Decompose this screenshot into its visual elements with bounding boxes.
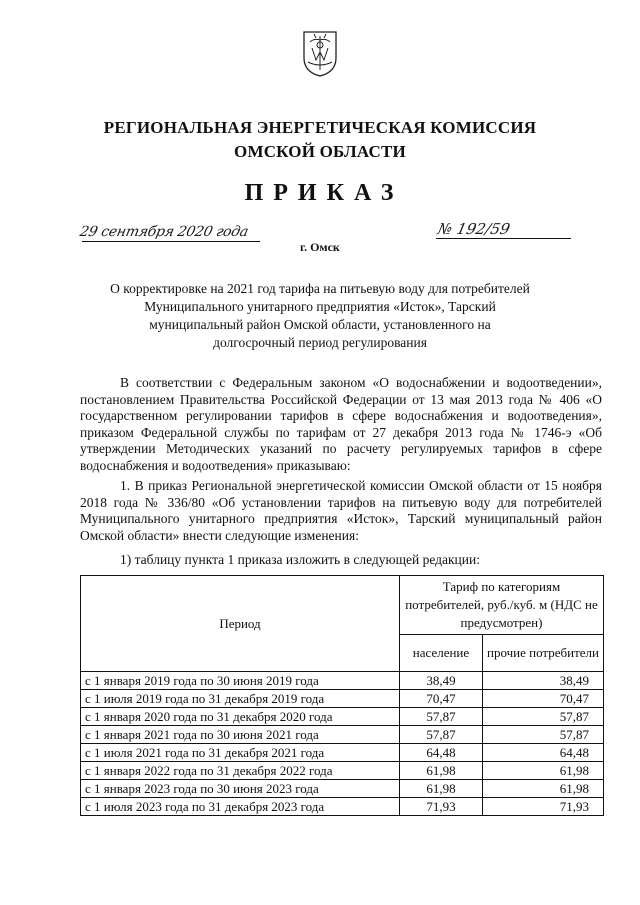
- subject-line: О корректировке на 2021 год тарифа на питьевую воду для потребителей: [110, 281, 530, 296]
- row-period: с 1 января 2023 года по 30 июня 2023 года: [81, 780, 400, 798]
- row-other-value: 61,98: [482, 780, 603, 798]
- row-other-value: 57,87: [482, 708, 603, 726]
- row-period: с 1 июля 2019 года по 31 декабря 2019 года: [81, 690, 400, 708]
- tariff-table: [80, 575, 604, 816]
- row-population-value: 57,87: [400, 726, 483, 744]
- table-row: [81, 726, 604, 744]
- row-period: с 1 июля 2023 года по 31 декабря 2023 года: [81, 798, 400, 816]
- header-tariff: Тариф по категориям потребителей, руб./куб. м (НДС не предусмотрен): [400, 576, 604, 635]
- table-row: [81, 672, 604, 690]
- subject-line: Муниципального унитарного предприятия «Исток», Тарский: [144, 299, 496, 314]
- header-other-consumers: прочие потребители: [482, 635, 603, 672]
- row-population-value: 57,87: [400, 708, 483, 726]
- subject-line: муниципальный район Омской области, установленного на: [149, 317, 491, 332]
- document-type-title: ПРИКАЗ: [244, 180, 404, 206]
- row-population-value: 71,93: [400, 798, 483, 816]
- table-row: [81, 780, 604, 798]
- preamble-paragraph: В соответствии с Федеральным законом «О водоснабжении и водоотведении», постановлением Правительства Российской Федерации от 13 мая 2013 года № 406 «О государственном регулировании тарифов в сфере водоснабжения и водоотведения», приказом Федеральной службы по тарифам от 27 декабря 2013 года № 1746-э «Об утверждении Методических указаний по расчету регулируемых тарифов в сфере водоснабжения и водоотведения» приказываю:: [80, 375, 602, 473]
- row-population-value: 61,98: [400, 762, 483, 780]
- city-label: г. Омск: [300, 240, 340, 254]
- clause-1-1-paragraph: 1) таблицу пункта 1 приказа изложить в следующей редакции:: [120, 552, 480, 567]
- row-period: с 1 января 2021 года по 30 июня 2021 года: [81, 726, 400, 744]
- table-row: [81, 798, 604, 816]
- number-underline: [436, 238, 571, 239]
- row-period: с 1 января 2020 года по 31 декабря 2020 года: [81, 708, 400, 726]
- header-period: Период: [81, 576, 400, 672]
- organization-name-line1: РЕГИОНАЛЬНАЯ ЭНЕРГЕТИЧЕСКАЯ КОМИССИЯ: [103, 118, 537, 137]
- organization-name-line2: ОМСКОЙ ОБЛАСТИ: [234, 142, 406, 161]
- table-row: [81, 744, 604, 762]
- document-subject: [100, 280, 540, 352]
- row-period: с 1 января 2022 года по 31 декабря 2022 года: [81, 762, 400, 780]
- row-period: с 1 января 2019 года по 30 июня 2019 года: [81, 672, 400, 690]
- row-population-value: 61,98: [400, 780, 483, 798]
- row-population-value: 70,47: [400, 690, 483, 708]
- row-other-value: 57,87: [482, 726, 603, 744]
- row-other-value: 70,47: [482, 690, 603, 708]
- subject-line: долгосрочный период регулирования: [213, 335, 427, 350]
- row-population-value: 64,48: [400, 744, 483, 762]
- table-row: [81, 762, 604, 780]
- handwritten-date: 29 сентября 2020 года: [78, 224, 250, 240]
- row-other-value: 38,49: [482, 672, 603, 690]
- table-row: [81, 708, 604, 726]
- date-underline: [82, 241, 260, 242]
- row-population-value: 38,49: [400, 672, 483, 690]
- row-other-value: 71,93: [482, 798, 603, 816]
- row-other-value: 64,48: [482, 744, 603, 762]
- header-population: население: [400, 635, 483, 672]
- row-period: с 1 июля 2021 года по 31 декабря 2021 года: [81, 744, 400, 762]
- table-row: [81, 690, 604, 708]
- tariff-table-body: [81, 672, 604, 816]
- clause-1-paragraph: 1. В приказ Региональной энергетической комиссии Омской области от 15 ноября 2018 года № 336/80 «Об установлении тарифов на питьевую воду для потребителей Муниципального унитарного предприятия «Исток», Тарский муниципальный район Омской области» внести следующие изменения:: [80, 478, 602, 543]
- coat-of-arms-icon: [302, 30, 338, 78]
- handwritten-number: № 192/59: [436, 220, 512, 238]
- row-other-value: 61,98: [482, 762, 603, 780]
